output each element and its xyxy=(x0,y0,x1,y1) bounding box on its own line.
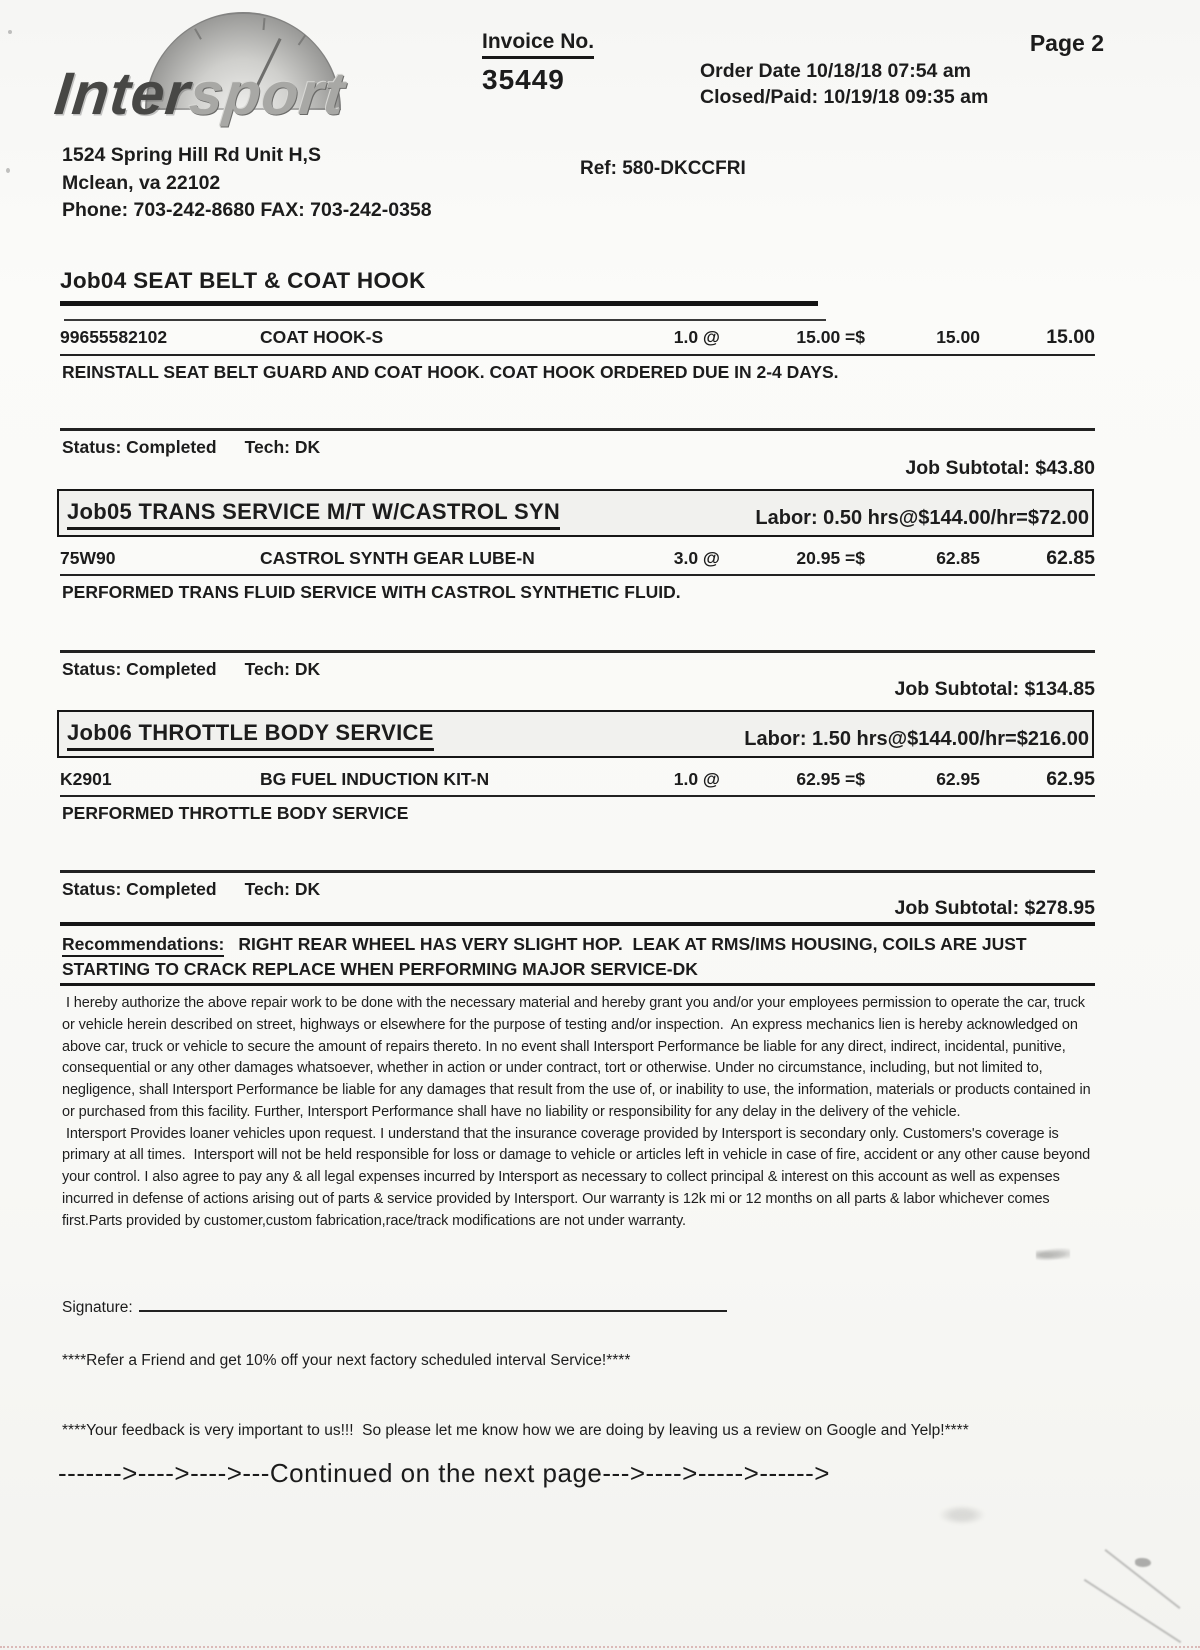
job06-status xyxy=(62,879,320,900)
job04-subtotal: Job Subtotal: $43.80 xyxy=(905,457,1095,479)
part-description: CASTROL SYNTH GEAR LUBE-N xyxy=(260,548,535,568)
legal-terms xyxy=(62,993,1094,1232)
status-text: Status: Completed xyxy=(62,879,217,899)
scan-speck xyxy=(8,30,12,34)
logo-text-sport: sport xyxy=(186,60,349,127)
job06-note: PERFORMED THROTTLE BODY SERVICE xyxy=(62,803,409,823)
gauge-tick xyxy=(298,35,307,46)
page-number: Page 2 xyxy=(1029,30,1104,56)
header-right-block xyxy=(700,30,1104,109)
part-extended-price: 62.85 xyxy=(936,548,980,568)
divider xyxy=(60,983,1095,986)
divider xyxy=(60,870,1095,873)
job06-subtotal: Job Subtotal: $278.95 xyxy=(894,897,1095,919)
part-number: 75W90 xyxy=(60,548,116,568)
job05-title: Job05 TRANS SERVICE M/T W/CASTROL SYN xyxy=(67,499,560,530)
divider xyxy=(60,795,1095,797)
continued-next-page: ------->---->---->---Continued on the next page--->---->----->------> xyxy=(58,1458,830,1488)
job06-header xyxy=(57,710,1094,758)
part-line-total: 62.95 xyxy=(1046,768,1095,790)
shop-address xyxy=(62,142,432,225)
job05-labor: Labor: 0.50 hrs@$144.00/hr=$72.00 xyxy=(755,507,1089,529)
signature-line xyxy=(139,1296,727,1312)
closed-paid-date: Closed/Paid: 10/19/18 09:35 am xyxy=(700,86,989,108)
part-description: COAT HOOK-S xyxy=(260,327,384,347)
tech-text: Tech: DK xyxy=(244,879,321,899)
tech-text: Tech: DK xyxy=(244,437,321,457)
job05-part-row xyxy=(60,547,1095,570)
job06-part-row xyxy=(60,768,1095,791)
divider xyxy=(60,574,1095,576)
part-extended-price: 15.00 xyxy=(936,327,980,347)
recommendations-text: RIGHT REAR WHEEL HAS VERY SLIGHT HOP. LEAK AT RMS/IMS HOUSING, COILS ARE JUST STARTING TO CRACK REPLACE WHEN PERFORMING MAJOR SERVICE-DK xyxy=(62,934,1032,979)
signature-row xyxy=(62,1296,727,1317)
job04-status xyxy=(62,437,320,458)
job05-status xyxy=(62,659,320,680)
gauge-tick xyxy=(194,28,202,39)
job05-subtotal: Job Subtotal: $134.85 xyxy=(894,678,1095,700)
address-line2: Mclean, va 22102 xyxy=(62,171,221,194)
part-line-total: 15.00 xyxy=(1046,326,1095,348)
invoice-number-block xyxy=(482,30,594,96)
scan-edge-line xyxy=(0,1646,1200,1648)
job06-title: Job06 THROTTLE BODY SERVICE xyxy=(67,720,434,751)
divider xyxy=(60,922,1095,926)
address-phone-fax: Phone: 703-242-8680 FAX: 703-242-0358 xyxy=(62,199,432,222)
logo-text-inter: Inter xyxy=(51,60,194,127)
refer-a-friend-note: ****Refer a Friend and get 10% off your next factory scheduled interval Service!**** xyxy=(62,1352,631,1369)
divider xyxy=(60,650,1095,653)
part-unit-price: 15.00 =$ xyxy=(796,327,865,347)
signature-label: Signature: xyxy=(62,1299,133,1316)
part-extended-price: 62.95 xyxy=(936,769,980,789)
part-quantity: 3.0 @ xyxy=(673,548,720,568)
gauge-tick xyxy=(262,18,265,30)
part-unit-price: 62.95 =$ xyxy=(796,769,865,789)
reference-number: Ref: 580-DKCCFRI xyxy=(580,158,746,179)
part-line-total: 62.85 xyxy=(1046,547,1095,569)
divider xyxy=(64,319,826,321)
job04-part-row xyxy=(60,326,1095,349)
pencil-smudge xyxy=(938,1505,986,1525)
status-text: Status: Completed xyxy=(62,437,217,457)
divider xyxy=(60,354,1095,356)
pencil-mark xyxy=(1135,1558,1151,1567)
address-line1: 1524 Spring Hill Rd Unit H,S xyxy=(62,144,321,166)
scan-speck xyxy=(6,168,10,173)
part-quantity: 1.0 @ xyxy=(673,327,720,347)
order-date: Order Date 10/18/18 07:54 am xyxy=(700,60,972,82)
status-text: Status: Completed xyxy=(62,659,217,679)
part-quantity: 1.0 @ xyxy=(673,769,720,789)
job05-note: PERFORMED TRANS FLUID SERVICE WITH CASTROL SYNTHETIC FLUID. xyxy=(62,582,681,602)
invoice-number-label: Invoice No. xyxy=(482,30,594,59)
part-number: K2901 xyxy=(60,769,112,789)
job04-note: REINSTALL SEAT BELT GUARD AND COAT HOOK. COAT HOOK ORDERED DUE IN 2-4 DAYS. xyxy=(62,362,839,382)
pen-scribble-mark xyxy=(1036,1248,1070,1262)
feedback-note: ****Your feedback is very important to us!!! So please let me know how we are doing by leaving us a review on Google and Yelp!**** xyxy=(62,1422,969,1439)
recommendations xyxy=(62,932,1094,982)
recommendations-label: Recommendations: xyxy=(62,934,224,957)
pencil-mark xyxy=(1084,1579,1182,1643)
job05-header xyxy=(57,489,1094,537)
divider xyxy=(60,428,1095,431)
job04-title: Job04 SEAT BELT & COAT HOOK xyxy=(60,268,818,306)
part-description: BG FUEL INDUCTION KIT-N xyxy=(260,769,490,789)
logo-wordmark xyxy=(51,59,348,128)
job06-labor: Labor: 1.50 hrs@$144.00/hr=$216.00 xyxy=(744,728,1089,750)
legal-paragraph-1: I hereby authorize the above repair work to be done with the necessary material and hereby grant you and/or your employees permission to operate the car, truck or vehicle herein described on street, highways or elsewhere for the purpose of testing and/or inspection. An express mechanics lien is hereby acknowledged on above car, truck or vehicle to secure the amount of repairs thereto. In no event shall Intersport Performance be liable for any direct, indirect, incidental, punitive, consequential or any other damages whatsoever, whether in action or under contract, tort or otherwise. Under no circumstance, including, but not limited to, negligence, shall Intersport Performance be liable for any damages that result from the use of, or inability to use, the information, materials or products contained in or purchased from this facility. Further, Intersport Performance shall have no liability or responsibility for any delay in the delivery of the vehicle. xyxy=(62,995,1095,1120)
tech-text: Tech: DK xyxy=(244,659,321,679)
intersport-logo xyxy=(51,10,415,128)
part-unit-price: 20.95 =$ xyxy=(796,548,865,568)
part-number: 99655582102 xyxy=(60,327,168,347)
legal-paragraph-2: Intersport Provides loaner vehicles upon request. I understand that the insurance coverage provided by Intersport is secondary only. Customers's coverage is primary at all times. Intersport will not be held responsible for loss or damage to vehicle or articles left in vehicle in case of fire, accident or any other cause beyond your control. I also agree to pay any & all legal expenses incurred by Intersport as necessary to collect principal & interest on this account as well as expenses incurred in defense of actions arising out of parts & service provided by Intersport. Our warranty is 12k mi or 12 months on all parts & labor whichever comes first.Parts provided by customer,custom fabrication,race/track modifications are not under warranty. xyxy=(62,1125,1095,1229)
invoice-number-value: 35449 xyxy=(482,64,565,95)
